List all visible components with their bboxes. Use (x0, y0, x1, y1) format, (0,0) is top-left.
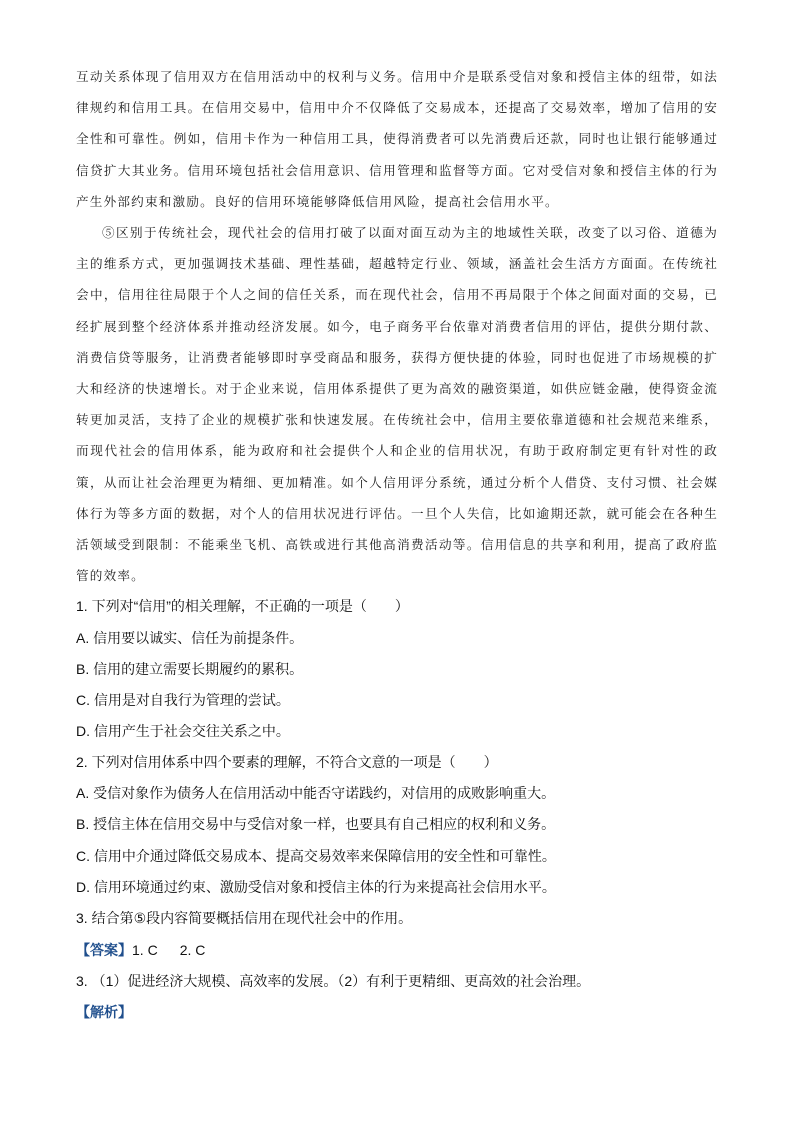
question-2-option-d: D. 信用环境通过约束、激励受信对象和授信主体的行为来提高社会信用水平。 (76, 879, 556, 895)
answer-q3: 3. （1）促进经济大规模、高效率的发展。（2）有利于更精细、更高效的社会治理。 (76, 973, 591, 989)
question-1-option-d: D. 信用产生于社会交往关系之中。 (76, 723, 290, 739)
question-3-stem: 3. 结合第⑤段内容简要概括信用在现代社会中的作用。 (76, 910, 413, 926)
analysis-line (76, 1002, 736, 1022)
answer-label: 【答案】 (76, 942, 132, 958)
answer-q2: 2. C (179, 942, 206, 958)
answer-line (76, 940, 736, 960)
analysis-label: 【解析】 (76, 1004, 132, 1020)
question-1-option-b: B. 信用的建立需要长期履约的累积。 (76, 661, 304, 677)
question-2-option-b: B. 授信主体在信用交易中与受信对象一样，也要具有自己相应的权利和义务。 (76, 816, 556, 832)
question-1-option-a: A. 信用要以诚实、信任为前提条件。 (76, 630, 304, 646)
passage-paragraph-1: 互动关系体现了信用双方在信用活动中的权利与义务。信用中介是联系受信对象和授信主体的纽带，如法律规约和信用工具。在信用交易中，信用中介不仅降低了交易成本，还提高了交易效率，增加了信用的安全性和可靠性。例如，信用卡作为一种信用工具，使得消费者可以先消费后还款，同时也让银行能够通过信贷扩大其业务。信用环境包括社会信用意识、信用管理和监督等方面。它对受信对象和授信主体的行为产生外部约束和激励。良好的信用环境能够降低信用风险，提高社会信用水平。 (76, 69, 718, 209)
question-2-stem: 2. 下列对信用体系中四个要素的理解，不符合文意的一项是（ ） (76, 754, 498, 770)
question-1-option-c: C. 信用是对自我行为管理的尝试。 (76, 692, 290, 708)
question-2-option-a: A. 受信对象作为债务人在信用活动中能否守诺践约，对信用的成败影响重大。 (76, 785, 556, 801)
answer-q1: 1. C (132, 942, 158, 958)
question-1-stem: 1. 下列对“信用”的相关理解，不正确的一项是（ ） (76, 598, 409, 614)
passage-paragraph-5: ⑤区别于传统社会，现代社会的信用打破了以面对面互动为主的地域性关联，改变了以习俗、道德为主的维系方式，更加强调技术基础、理性基础，超越特定行业、领域，涵盖社会生活方方面面。在传统社会中，信用往往局限于个人之间的信任关系，而在现代社会，信用不再局限于个体之间面对面的交易，已经扩展到整个经济体系并推动经济发展。如今，电子商务平台依靠对消费者信用的评估，提供分期付款、消费信贷等服务，让消费者能够即时享受商品和服务，获得方便快捷的体验，同时也促进了市场规模的扩大和经济的快速增长。对于企业来说，信用体系提供了更为高效的融资渠道，如供应链金融，使得资金流转更加灵活，支持了企业的规模扩张和快速发展。在传统社会中，信用主要依靠道德和社会规范来维系，而现代社会的信用体系，能为政府和社会提供个人和企业的信用状况，有助于政府制定更有针对性的政策，从而让社会治理更为精细、更加精准。如个人信用评分系统，通过分析个人借贷、支付习惯、社会媒体行为等多方面的数据，对个人的信用状况进行评估。一旦个人失信，比如逾期还款，就可能会在各种生活领域受到限制：不能乘坐飞机、高铁或进行其他高消费活动等。信用信息的共享和利用，提高了政府监管的效率。 (76, 225, 718, 584)
question-2-option-c: C. 信用中介通过降低交易成本、提高交易效率来保障信用的安全性和可靠性。 (76, 848, 556, 864)
